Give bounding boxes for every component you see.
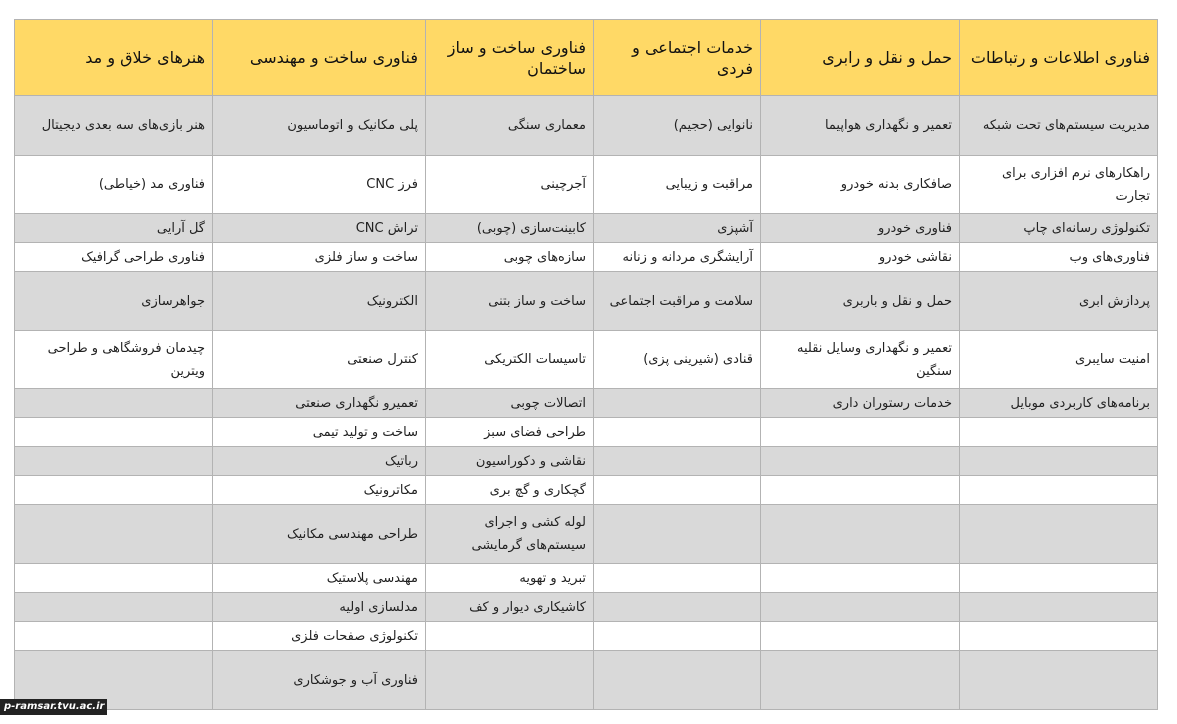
table-cell: تعمیر و نگهداری وسایل نقلیه سنگین	[761, 331, 960, 389]
column-header: فناوری ساخت و ساز ساختمان	[426, 20, 594, 96]
table-cell	[960, 593, 1158, 622]
table-cell: امنیت سایبری	[960, 331, 1158, 389]
table-cell: سلامت و مراقبت اجتماعی	[594, 272, 761, 331]
table-row	[15, 156, 1158, 214]
table-cell: برنامه‌های کاربردی موبایل	[960, 389, 1158, 418]
table-row	[15, 331, 1158, 389]
table-cell	[761, 651, 960, 710]
table-cell: راهکارهای نرم افزاری برای تجارت	[960, 156, 1158, 214]
table-cell: تکنولوژی صفحات فلزی	[213, 622, 426, 651]
table-cell	[960, 564, 1158, 593]
table-cell	[594, 418, 761, 447]
table-cell	[15, 564, 213, 593]
column-header: حمل و نقل و رابری	[761, 20, 960, 96]
table-row	[15, 389, 1158, 418]
table-cell: مراقبت و زیبایی	[594, 156, 761, 214]
table-cell: آشپزی	[594, 214, 761, 243]
table-cell: تاسیسات الکتریکی	[426, 331, 594, 389]
table-cell: مکاترونیک	[213, 476, 426, 505]
table-cell: آجرچینی	[426, 156, 594, 214]
table-cell: اتصالات چوبی	[426, 389, 594, 418]
table-cell	[15, 389, 213, 418]
table-cell: گل آرایی	[15, 214, 213, 243]
column-header: هنرهای خلاق و مد	[15, 20, 213, 96]
table-cell: تبرید و تهویه	[426, 564, 594, 593]
table-cell: جواهرسازی	[15, 272, 213, 331]
table-cell	[761, 418, 960, 447]
table-cell: صافکاری بدنه خودرو	[761, 156, 960, 214]
table-row	[15, 418, 1158, 447]
table-cell	[594, 564, 761, 593]
table-header-row	[15, 20, 1158, 96]
table-cell	[594, 622, 761, 651]
table-cell: کابینت‌سازی (چوبی)	[426, 214, 594, 243]
table-cell	[960, 418, 1158, 447]
watermark-text: p-ramsar.tvu.ac.ir	[4, 701, 105, 712]
table-cell: تعمیر و نگهداری هواپیما	[761, 96, 960, 156]
column-header: فناوری ساخت و مهندسی	[213, 20, 426, 96]
table-cell: نقاشی و دکوراسیون	[426, 447, 594, 476]
table-cell: چیدمان فروشگاهی و طراحی ویترین	[15, 331, 213, 389]
table-cell: معماری سنگی	[426, 96, 594, 156]
table-cell: کنترل صنعتی	[213, 331, 426, 389]
table-row	[15, 476, 1158, 505]
table-row	[15, 593, 1158, 622]
table-cell	[761, 593, 960, 622]
column-header: فناوری اطلاعات و رتباطات	[960, 20, 1158, 96]
table-cell: ساخت و ساز فلزی	[213, 243, 426, 272]
table-cell: پردازش ابری	[960, 272, 1158, 331]
table-cell: نانوایی (حجیم)	[594, 96, 761, 156]
table-cell: ساخت و ساز بتنی	[426, 272, 594, 331]
table-cell	[960, 476, 1158, 505]
table-cell	[15, 505, 213, 564]
table-cell	[594, 505, 761, 564]
table-cell	[960, 622, 1158, 651]
table-cell: تکنولوژی رسانه‌ای چاپ	[960, 214, 1158, 243]
table-cell	[761, 447, 960, 476]
table-cell: لوله کشی و اجرای سیستم‌های گرمایشی	[426, 505, 594, 564]
table-cell: الکترونیک	[213, 272, 426, 331]
table-row	[15, 243, 1158, 272]
table-cell: سازه‌های چوبی	[426, 243, 594, 272]
programs-table	[14, 19, 1158, 710]
table-cell: هنر بازی‌های سه بعدی دیجیتال	[15, 96, 213, 156]
table-row	[15, 214, 1158, 243]
table-cell: فناوری خودرو	[761, 214, 960, 243]
table-row	[15, 96, 1158, 156]
table-cell	[960, 651, 1158, 710]
table-cell: تعمیرو نگهداری صنعتی	[213, 389, 426, 418]
table-cell	[960, 447, 1158, 476]
table-cell	[594, 651, 761, 710]
table-cell: فناوری آب و جوشکاری	[213, 651, 426, 710]
table-row	[15, 564, 1158, 593]
column-header: خدمات اجتماعی و فردی	[594, 20, 761, 96]
table-cell	[594, 476, 761, 505]
table-cell	[761, 476, 960, 505]
table-cell: آرایشگری مردانه و زنانه	[594, 243, 761, 272]
table-cell: مدلسازی اولیه	[213, 593, 426, 622]
table-cell	[761, 505, 960, 564]
table-cell: قنادی (شیرینی پزی)	[594, 331, 761, 389]
table-cell: پلی مکانیک و اتوماسیون	[213, 96, 426, 156]
table-cell	[15, 418, 213, 447]
table-cell: طراحی مهندسی مکانیک	[213, 505, 426, 564]
table-row	[15, 651, 1158, 710]
table-cell: گچکاری و گچ بری	[426, 476, 594, 505]
table-cell: رباتیک	[213, 447, 426, 476]
table-row	[15, 272, 1158, 331]
table-cell: تراش CNC	[213, 214, 426, 243]
table-cell	[594, 447, 761, 476]
table-row	[15, 505, 1158, 564]
table-cell: خدمات رستوران داری	[761, 389, 960, 418]
table-cell	[594, 389, 761, 418]
table-row	[15, 622, 1158, 651]
table-cell: مدیریت سیستم‌های تحت شبکه	[960, 96, 1158, 156]
table-cell	[761, 622, 960, 651]
table-cell: مهندسی پلاستیک	[213, 564, 426, 593]
table-cell	[15, 593, 213, 622]
table-cell	[761, 564, 960, 593]
table-cell: طراحی فضای سبز	[426, 418, 594, 447]
table-cell	[15, 476, 213, 505]
table-cell	[426, 651, 594, 710]
table-cell	[15, 622, 213, 651]
table-cell: نقاشی خودرو	[761, 243, 960, 272]
watermark	[0, 699, 107, 715]
table-cell: کاشیکاری دیوار و کف	[426, 593, 594, 622]
table-cell: فناوری مد (خیاطی)	[15, 156, 213, 214]
table-cell: فناوری طراحی گرافیک	[15, 243, 213, 272]
table-row	[15, 447, 1158, 476]
table-cell	[426, 622, 594, 651]
table-cell: فناوری‌های وب	[960, 243, 1158, 272]
table-cell: فرز CNC	[213, 156, 426, 214]
table-cell	[594, 593, 761, 622]
table-cell	[15, 447, 213, 476]
table-cell: حمل و نقل و باربری	[761, 272, 960, 331]
table-cell: ساخت و تولید تیمی	[213, 418, 426, 447]
table-cell	[960, 505, 1158, 564]
